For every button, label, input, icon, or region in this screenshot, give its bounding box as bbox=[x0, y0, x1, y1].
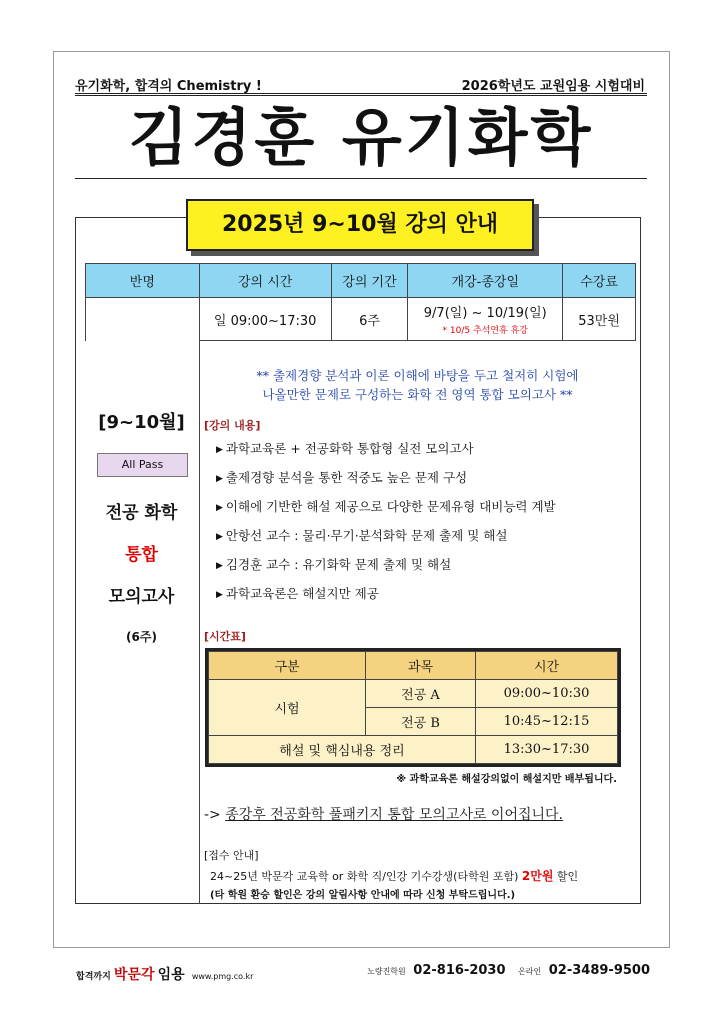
registration-line2: (타 학원 환승 할인은 강의 알림사항 안내에 따라 신청 부탁드립니다.) bbox=[210, 890, 516, 901]
lecture-dates: 9/7(일) ~ 10/19(일) bbox=[423, 306, 547, 321]
tt-col-time: 시간 bbox=[476, 652, 618, 680]
tt-col-category: 구분 bbox=[209, 652, 366, 680]
exam-label: 2026학년도 교원임용 시험대비 bbox=[461, 79, 645, 94]
tt-major-b: 전공 B bbox=[366, 708, 476, 736]
col-fee: 수강료 bbox=[563, 264, 636, 298]
tt-time-b: 10:45~12:15 bbox=[476, 708, 618, 736]
list-item: ▶ 출제경향 분석을 통한 적중도 높은 문제 구성 bbox=[216, 470, 468, 485]
col-class: 반명 bbox=[86, 264, 200, 298]
triangle-bullet-icon: ▶ bbox=[216, 474, 223, 484]
lecture-period: 6주 bbox=[331, 298, 408, 341]
intro-line2: 나올만한 문제로 구성하는 화학 전 영역 통합 모의고사 ** bbox=[262, 387, 573, 402]
content-list bbox=[216, 440, 626, 614]
title-rule bbox=[75, 178, 647, 179]
list-item: ▶ 안항선 교수 : 물리·무기·분석화학 문제 출제 및 해설 bbox=[216, 528, 508, 543]
column-divider bbox=[199, 340, 200, 904]
online-phone: 02-3489-9500 bbox=[548, 963, 650, 978]
footer bbox=[70, 961, 650, 985]
col-dates: 개강-종강일 bbox=[408, 264, 563, 298]
tt-time-review: 13:30~17:30 bbox=[476, 736, 618, 764]
triangle-bullet-icon: ▶ bbox=[216, 503, 223, 513]
col-period: 강의 기간 bbox=[331, 264, 408, 298]
triangle-bullet-icon: ▶ bbox=[216, 532, 223, 542]
list-item: ▶ 김경훈 교수 : 유기화학 문제 출제 및 해설 bbox=[216, 557, 452, 572]
discount-amount: 2만원 bbox=[521, 869, 554, 883]
contact-phones bbox=[359, 963, 650, 978]
course-banner: 2025년 9~10월 강의 안내 bbox=[186, 199, 534, 251]
registration-label: [접수 안내] bbox=[204, 849, 259, 862]
continuation-message: 종강후 전공화학 풀패키지 통합 모의고사로 이어집니다. bbox=[225, 807, 564, 823]
online-label: 온라인 bbox=[518, 967, 542, 976]
branch-phone: 02-816-2030 bbox=[413, 963, 506, 978]
triangle-bullet-icon: ▶ bbox=[216, 590, 223, 600]
class-weeks: (6주) bbox=[126, 630, 157, 644]
all-pass-badge: All Pass bbox=[97, 453, 188, 477]
triangle-bullet-icon: ▶ bbox=[216, 561, 223, 571]
brand-name: 박문각 bbox=[113, 967, 155, 983]
holiday-note: * 10/5 추석연휴 휴강 bbox=[442, 326, 528, 336]
header-line bbox=[75, 72, 647, 94]
list-item: ▶ 이해에 기반한 해설 제공으로 다양한 문제유형 대비능력 계발 bbox=[216, 499, 556, 514]
class-name-line2: 통합 bbox=[125, 545, 158, 565]
col-time: 강의 시간 bbox=[199, 264, 331, 298]
website-link[interactable]: www.pmg.co.kr bbox=[191, 972, 254, 981]
arrow-icon: -> bbox=[204, 807, 221, 823]
page-title: 김경훈 유기화학 bbox=[128, 101, 594, 174]
branch-label: 노량진학원 bbox=[367, 967, 406, 976]
timetable bbox=[208, 651, 618, 764]
timetable-label: [시간표] bbox=[204, 630, 246, 643]
content-label: [강의 내용] bbox=[204, 419, 261, 432]
list-item: ▶ 과학교육론은 해설지만 제공 bbox=[216, 586, 379, 601]
tt-review: 해설 및 핵심내용 정리 bbox=[209, 736, 476, 764]
triangle-bullet-icon: ▶ bbox=[216, 445, 223, 455]
tt-major-a: 전공 A bbox=[366, 680, 476, 708]
tagline: 유기화학, 합격의 Chemistry ! bbox=[75, 79, 262, 94]
list-item: ▶ 과학교육론 + 전공화학 통합형 실전 모의고사 bbox=[216, 441, 474, 456]
slogan: 합격까지 bbox=[76, 972, 111, 982]
intro-text bbox=[210, 366, 625, 404]
lecture-time: 일 09:00~17:30 bbox=[199, 298, 331, 341]
tt-exam: 시험 bbox=[209, 680, 366, 736]
class-name-line1: 전공 화학 bbox=[105, 503, 178, 523]
lecture-dates-cell bbox=[408, 298, 563, 341]
intro-line1: ** 출제경향 분석과 이론 이해에 바탕을 두고 철저히 시험에 bbox=[256, 368, 579, 383]
registration-line1: 24~25년 박문각 교육학 or 화학 직/인강 기수강생(타학원 포함) 2만원 할인 bbox=[210, 869, 579, 883]
class-term: [9~10월] bbox=[98, 412, 185, 433]
class-cell-top bbox=[86, 298, 200, 341]
brand-suffix: 임용 bbox=[157, 967, 185, 983]
class-name-line3: 모의고사 bbox=[108, 587, 175, 607]
timetable-note: ※ 과학교육론 해설강의없이 해설지만 배부됩니다. bbox=[396, 774, 617, 785]
brand-logo bbox=[76, 964, 253, 984]
tt-col-subject: 과목 bbox=[366, 652, 476, 680]
schedule-table bbox=[85, 263, 636, 341]
continuation-text bbox=[204, 804, 563, 824]
tt-time-a: 09:00~10:30 bbox=[476, 680, 618, 708]
lecture-fee: 53만원 bbox=[563, 298, 636, 341]
